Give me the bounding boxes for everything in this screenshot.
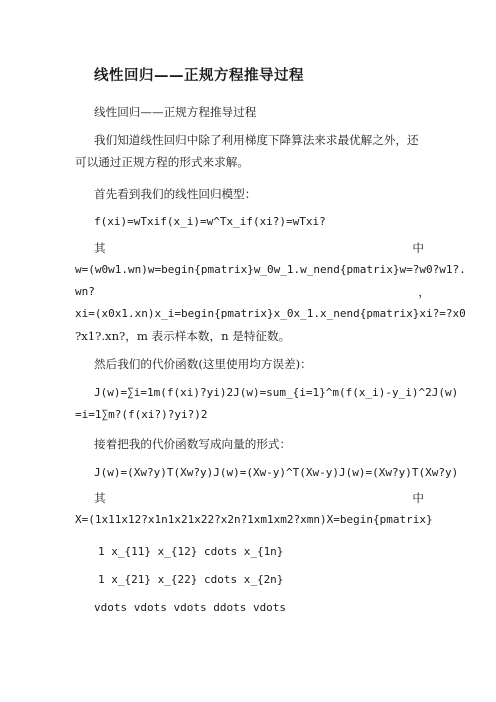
paragraph-line: 可以通过正规方程的形式来求解。 <box>75 155 249 169</box>
formula-line: J(w)=∑i=1m(f(xi)?yi)2J(w)=sum_{i=1}^m(f(x_i)-y_i)^2J(w) <box>94 386 459 399</box>
formula-line: xi=(x0x1.xn)x_i=begin{pmatrix}x_0x_1.x_nend{pmatrix}xi?=?x0 <box>75 307 466 320</box>
paragraph-line: 然后我们的代价函数(这里使用均方误差)： <box>94 357 312 371</box>
subtitle-line: 线性回归——正规方程推导过程 <box>94 105 257 119</box>
formula-text: wn? <box>75 285 95 298</box>
zhong-char: 中 <box>412 491 424 505</box>
matrix-row: vdots vdots vdots ddots vdots <box>94 601 287 614</box>
paragraph-line: 接着把我的代价函数写成向量的形式： <box>94 437 292 451</box>
formula-line: f(xi)=wTxif(x_i)=w^Tx_if(xi?)=wTxi? <box>94 215 326 228</box>
zhong-char: 中 <box>412 241 424 255</box>
paragraph-line <box>94 490 424 506</box>
formula-line: J(w)=(Xw?y)T(Xw?y)J(w)=(Xw-y)^T(Xw-y)J(w)=(Xw?y)T(Xw?y) <box>94 466 459 479</box>
document-title: 线性回归——正规方程推导过程 <box>94 68 304 84</box>
paragraph-line <box>94 240 424 256</box>
matrix-row: 1 x_{21} x_{22} cdots x_{2n} <box>98 573 284 586</box>
qi-char: 其 <box>94 491 106 505</box>
paragraph-line: 首先看到我们的线性回归模型： <box>94 187 257 201</box>
formula-line: X=(1x11x12?x1n1x21x22?x2n?1xm1xm2?xmn)X=begin{pmatrix} <box>75 513 433 526</box>
qi-char: 其 <box>94 241 106 255</box>
comma-char: ， <box>418 285 430 299</box>
paragraph-line: ?x1?.xn?，m 表示样本数，n 是特征数。 <box>75 329 291 343</box>
formula-line: =i=1∑m?(f(xi?)?yi?)2 <box>75 408 208 421</box>
matrix-row: 1 x_{11} x_{12} cdots x_{1n} <box>98 545 284 558</box>
paragraph-line <box>94 132 419 148</box>
paragraph-text: 我们知道线性回归中除了利用梯度下降算法来求最优解之外，还 <box>94 133 419 147</box>
paragraph-line <box>75 284 430 300</box>
formula-line: w=(w0w1.wn)w=begin{pmatrix}w_0w_1.w_nend{pmatrix}w=?w0?w1?. <box>75 263 466 276</box>
